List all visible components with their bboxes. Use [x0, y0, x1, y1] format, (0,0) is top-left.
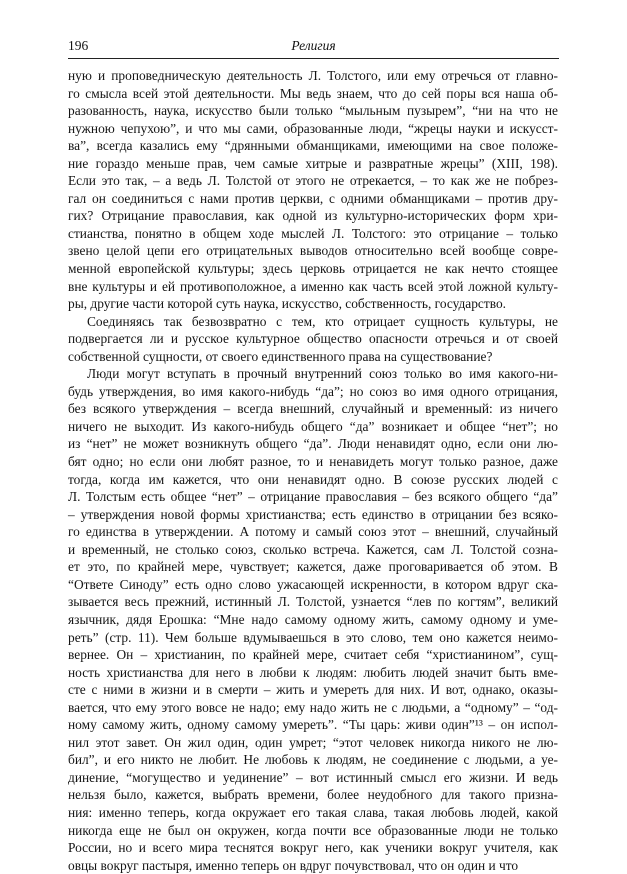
text-line: вернее. Он – христианин, по крайней мере, считает себя “христианином”, сущ-	[68, 647, 558, 663]
paragraph	[68, 67, 558, 313]
text-line: менной европейской культуры; здесь церковь отрицается не как нечто стоящее	[68, 261, 558, 277]
text-line: нил этот завет. Он жил один, один умрет; “этот человек никогда никого не лю-	[68, 734, 558, 750]
text-line: собственной сущности, от своего единственного права на существование?	[68, 348, 493, 364]
text-line: подвергается ли и русское культурное общество опасности отречься и от своей	[68, 331, 558, 347]
text-line: и временный, не столько союз, сколько встреча. Кажется, сам Л. Толстой созна-	[68, 541, 558, 557]
text-line: ние гораздо меньше прав, чем самые хитрые и развратные жрецы” (XIII, 198).	[68, 155, 558, 171]
header-rule	[68, 58, 559, 59]
text-line: без всякого утверждения – всегда внешний, случайный и временный: из ничего	[68, 401, 558, 417]
text-line: динение, “могущество и уединение” – вот истинный смысл его жизни. И ведь	[68, 769, 558, 785]
text-line: ет это, по крайней мере, чувствует; кажется, даже проговаривается об этом. В	[68, 559, 558, 575]
text-line: “Ответе Синоду” есть одно слово ужасающей искренности, в котором вдруг ска-	[68, 576, 558, 592]
text-line: России, но и всего мира теснятся вокруг него, как ученики вокруг учителя, как	[68, 840, 558, 856]
text-line: Соединяясь так безвозвратно с тем, кто отрицает сущность культуры, не	[87, 313, 558, 329]
text-line: нельзя было, кажется, выбрать времени, более неудобного для такого призна-	[68, 787, 558, 803]
text-line: разованность, наука, искусство были только “мыльным пузырем”, “ни на что не	[68, 103, 558, 119]
text-line: ному самому жить, одному самому умереть”. “Ты царь: живи один”¹³ – он испол-	[68, 717, 558, 733]
text-line: вне культуры и ей противоположное, а именно как часть всей этой ложной культу-	[68, 278, 558, 294]
text-line: язычник, дядя Ерошка: “Мне надо самому одному жить, самому одному и уме-	[68, 611, 558, 627]
text-line: нужною чепухою”, и что мы сами, образованные люди, “жрецы науки и искусст-	[68, 120, 558, 136]
text-line: Если это так, – а ведь Л. Толстой от этого не отрекается, – то как же не побрез-	[68, 173, 558, 189]
text-line: гих? Отрицание православия, как одной из культурно-исторических форм хри-	[68, 208, 558, 224]
text-line: ность христианства для него в любви к людям: любить людей значит быть вме-	[68, 664, 558, 680]
text-line: ную и проповедническую деятельность Л. Толстого, или ему отречься от главно-	[68, 68, 558, 83]
text-line: овцы вокруг пастыря, именно теперь он вдруг почувствовал, что он один и что	[68, 857, 519, 873]
text-line: Люди могут вступать в прочный внутренний союз только во имя какого-ни-	[87, 366, 558, 382]
text-line: бят одно; но если они любят разное, то и ненавидеть могут только разное, даже	[68, 454, 558, 470]
page-header	[68, 38, 559, 62]
running-title: Религия	[291, 38, 336, 53]
text-line: из “нет” не может возникнуть общего “да”. Люди ненавидят одно, если они лю-	[68, 436, 558, 452]
page-body	[68, 67, 558, 874]
text-line: ва”, всегда казались ему “дрянными обманщиками, имеющими на свое положе-	[68, 138, 558, 154]
text-line: ния: именно теперь, когда окружает его такая слава, такая любовь людей, какой	[68, 804, 558, 820]
text-line: сте с ними в жизни и в смерти – жить и умереть для них. И вот, однако, оказы-	[68, 682, 558, 698]
text-line: звено целой цепи его отрицательных выводов относительно всей вообще совре-	[68, 243, 558, 259]
text-line: никогда еще не был он окружен, когда почти все образованные люди не только	[68, 822, 558, 838]
text-line: го единства в утверждении. А потому и самый союз этот – внешний, случайный	[68, 524, 558, 540]
text-line: ничего не выходит. Из какого-нибудь общего “да” возникает и общее “нет”; но	[68, 418, 558, 434]
text-line: Л. Толстым есть общее “нет” – отрицание православия – без всякого общего “да”	[68, 489, 558, 505]
text-line: – утверждения новой формы христианства; есть единство в отрицании без всяко-	[68, 506, 558, 522]
text-line: зывается весь прежний, истинный Л. Толстой, узнается “лев по когтям”, великий	[68, 594, 558, 610]
paragraph	[68, 365, 558, 874]
text-line: го смысла всей этой деятельности. Мы ведь знаем, что до сей поры вся наша об-	[68, 85, 558, 101]
page-number: 196	[68, 38, 89, 53]
text-line: реть” (стр. 11). Чем больше вдумываешься в это слово, тем оно кажется неимо-	[68, 629, 558, 645]
text-line: вается, что ему этого вовсе не надо; ему надо жить не с людьми, а “одному” – “од-	[68, 699, 558, 715]
text-line: будь утверждения, во имя какого-нибудь “да”; но союз во имя одного отрицания,	[68, 383, 558, 399]
paragraph	[68, 313, 558, 366]
text-line: стианства, понятно в общем ходе мыслей Л. Толстого: это отрицание – только	[68, 225, 558, 241]
text-line: тогда, когда им кажется, что они ненавидят одно. В союзе русских людей с	[68, 471, 558, 487]
text-line: бил”, и его никто не любит. Не любовь к людям, не соединение с людьми, а уе-	[68, 752, 558, 768]
text-line: гал он соединиться с нами против церкви, с одними обманщиками – против дру-	[68, 190, 558, 206]
text-line: ры, другие части которой суть наука, искусство, собственность, государство.	[68, 296, 507, 312]
